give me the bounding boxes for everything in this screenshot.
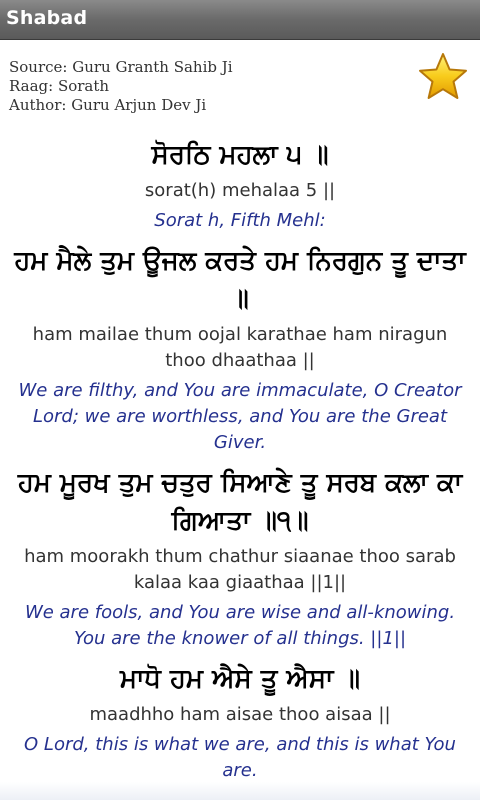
translation-line: O Lord, this is what we are, and this is what You are. <box>24 734 456 781</box>
shabad-content[interactable] <box>0 128 480 800</box>
scroll-fade <box>0 782 480 800</box>
translation-line: Sorat h, Fifth Mehl: <box>154 210 326 231</box>
translation-line: We are fools, and You are wise and all-knowing. You are the knower of all things. ||1|| <box>24 602 456 649</box>
transliteration-line: sorat(h) mehalaa 5 || <box>144 180 336 201</box>
gurmukhi-line: ਹਮ ਮੈਲੇ ਤੁਮ ਊਜਲ ਕਰਤੇ ਹਮ ਨਿਰਗੁਨ ਤੂ ਦਾਤਾ ॥ <box>14 246 466 314</box>
verse-2 <box>0 234 480 456</box>
transliteration-line: maadhho ham aisae thoo aisaa || <box>89 704 391 725</box>
gurmukhi-line: ਹਮ ਮੂਰਖ ਤੁਮ ਚਤੁਰ ਸਿਆਣੇ ਤੂ ਸਰਬ ਕਲਾ ਕਾ ਗਿਆਤਾ ॥੧॥ <box>17 468 463 536</box>
transliteration-line: ham moorakh thum chathur siaanae thoo sarab kalaa kaa giaathaa ||1|| <box>24 546 456 593</box>
title-bar <box>0 0 480 40</box>
gurmukhi-line: ਮਾਧੋ ਹਮ ਐਸੇ ਤੂ ਐਸਾ ॥ <box>119 664 361 694</box>
shabad-info <box>9 58 233 115</box>
transliteration-line: ham mailae thum oojal karathae ham niragun thoo dhaathaa || <box>32 324 448 371</box>
star-icon <box>416 51 470 103</box>
translation-line: We are filthy, and You are immaculate, O Creator Lord; we are worthless, and You are the Great Giver. <box>18 380 462 453</box>
verse-3 <box>0 456 480 652</box>
favorite-button[interactable] <box>416 51 470 103</box>
source-label: Source: Guru Granth Sahib Ji <box>9 58 233 76</box>
raag-label: Raag: Sorath <box>9 77 110 95</box>
app-title: Shabad <box>6 7 88 29</box>
verse-4 <box>0 652 480 784</box>
verse-1 <box>0 128 480 234</box>
gurmukhi-line: ਸੋਰਠਿ ਮਹਲਾ ੫ ॥ <box>151 140 329 170</box>
author-label: Author: Guru Arjun Dev Ji <box>9 96 207 114</box>
